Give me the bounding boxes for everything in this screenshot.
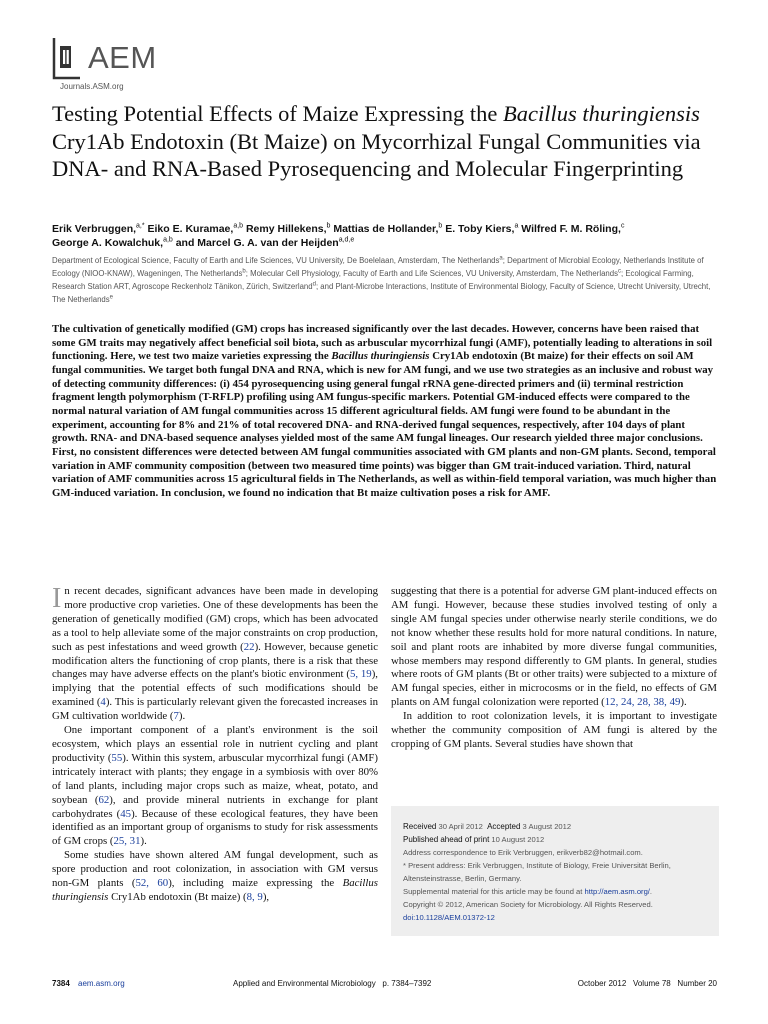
- author-list: [52, 222, 732, 250]
- paragraph: In recent decades, significant advances have been made in developing more productive crop varieties. One of these developments has been the generation of genetically modified (GM) crops, which has been advocated as a tool to help alleviate some of the major constraints on crop production, such as pest infestations and weed growth (22). However, because genetic modification alters the functioning of crop plants, there is a risk that these changes may have adverse effects on the plant's biotic environment (5, 19), implying that the potential effects of such modifications should be examined (4). This is particularly relevant given the forecasted increases in GM cultivation worldwide (7).: [52, 583, 378, 723]
- author: George A. Kowalchuk,$^{a,b}$: [52, 236, 173, 249]
- copyright: Copyright © 2012, American Society for Microbiology. All Rights Reserved.: [403, 900, 653, 909]
- citation-link[interactable]: 8, 9: [246, 890, 263, 903]
- citation-link[interactable]: 7: [173, 710, 179, 723]
- citation-link[interactable]: 5, 19: [349, 668, 372, 681]
- citation-link[interactable]: 62: [98, 793, 110, 806]
- author: and Marcel G. A. van der Heijden$^{a,d,e}$: [175, 236, 355, 249]
- citation-link[interactable]: 12, 24, 28, 38, 49: [604, 696, 681, 709]
- author: E. Toby Kiers,$^a$: [445, 222, 519, 235]
- citation-link[interactable]: 25, 31: [113, 835, 141, 848]
- journal-citation: Applied and Environmental Microbiology p. 7384–7392: [233, 979, 432, 988]
- issue-info: October 2012 Volume 78 Number 20: [577, 979, 717, 988]
- journal-logo: [52, 30, 192, 92]
- logo-name: AEM: [88, 40, 157, 75]
- logo-url: Journals.ASM.org: [60, 82, 124, 91]
- body-column-right: [391, 585, 717, 752]
- author: Eiko E. Kuramae,$^{a,b}$: [147, 222, 244, 235]
- citation-link[interactable]: 45: [120, 807, 132, 820]
- article-title: Testing Potential Effects of Maize Expressing the Bacillus thuringiensis Cry1Ab Endotoxin (Bt Maize) on Mycorrhizal Fungal Communities via DNA- and RNA-Based Pyrosequencing and Molecular Fingerprinting: [52, 101, 701, 181]
- aem-logo-icon: [52, 36, 82, 80]
- affiliations: Department of Ecological Science, Faculty of Earth and Life Sciences, VU University, De Boelelaan, Amsterdam, The Netherlands$^a$; Department of Microbial Ecology, Netherlands Institute of Ecology (NIOO-KNAW), Wageningen, The Netherlands$^b$; Molecular Cell Physiology, Faculty of Earth and Life Sciences, VU University, Amsterdam, The Netherlands$^c$; Ecological Farming, Research Station ART, Agroscope Reckenholz Tänikon, Zürich, Switzerland$^d$; and Plant-Microbe Interactions, Institute of Environmental Biology, Faculty of Science, Utrecht University, Utrecht, The Netherlands$^e$: [52, 255, 711, 304]
- correspondence: Address correspondence to Erik Verbruggen, erikverb82@hotmail.com.: [403, 848, 643, 857]
- paragraph: Some studies have shown altered AM fungal development, such as spore production and root colonization, in association with GM versus non-GM plants (52, 60), including maize expressing the Bacillus thuringiensis Cry1Ab endotoxin (Bt maize) (8, 9),: [52, 849, 378, 903]
- doi-link[interactable]: doi:10.1128/AEM.01372-12: [403, 913, 495, 922]
- paragraph: In addition to root colonization levels, it is important to investigate whether the community composition of AM fungi is altered by the cropping of GM plants. Several studies have shown that: [391, 710, 717, 750]
- citation-link[interactable]: 52, 60: [135, 877, 169, 890]
- page-number: 7384: [52, 979, 70, 988]
- citation-link[interactable]: 4: [100, 696, 106, 709]
- author: Mattias de Hollander,$^b$: [333, 222, 443, 235]
- present-address: * Present address: Erik Verbruggen, Institute of Biology, Freie Universität Berlin, Altensteinstrasse, Berlin, Germany.: [403, 861, 671, 883]
- body-column-left: [52, 585, 378, 905]
- author: Wilfred F. M. Röling,$^c$: [521, 222, 625, 235]
- drop-cap: I: [52, 583, 62, 614]
- paragraph: suggesting that there is a potential for adverse GM plant-induced effects on AM fungi. However, because these studies involved testing of only a single AM fungal species under otherwise nearly sterile conditions, we do not know whether these results hold for more natural conditions. In nature, soil and plant roots are inhabited by more diverse fungal communities, whose members may respond differently to GM plants. In general, studies where roots of GM plants (Bt or other traits) were subjected to a mixture of AM fungal species, either in microcosms or in the field, no effects of GM plants on AM fungal colonization were reported (12, 24, 28, 38, 49).: [391, 585, 717, 709]
- author: Remy Hillekens,$^b$: [245, 222, 331, 235]
- abstract: The cultivation of genetically modified (GM) crops has increased significantly over the last decades. However, concerns have been raised that some GM traits may negatively affect beneficial soil biota, such as arbuscular mycorrhizal fungi (AMF), potentially leading to alterations in soil functioning. Here, we test two maize varieties expressing the Bacillus thuringiensis Cry1Ab endotoxin (Bt maize) for their effects on soil AM fungal communities. We target both fungal DNA and RNA, which is new for AM fungi, and we use two strategies as an inclusive and robust way of detecting community differences: (i) 454 pyrosequencing using general fungal rRNA gene-directed primers and (ii) terminal restriction fragment length polymorphism (T-RFLP) profiling using AM fungus-specific markers. Potential GM-induced effects were compared to the normal natural variation of AM fungal communities across 15 different agricultural fields. AM fungi were found to be abundant in the experiment, accounting for 8% and 21% of total recovered DNA- and RNA-derived fungal sequences, respectively, after 104 days of plant growth. RNA- and DNA-based sequence analyses yielded most of the same AM fungal lineages. Our research yielded three major conclusions. First, no consistent differences were detected between AM fungal communities associated with GM plants and non-GM plants. Second, temporal variation in AMF community composition (between two measured time points) was bigger than GM trait-induced variation. Third, natural variation of AMF communities across 15 agricultural fields in The Netherlands, as well as within-field temporal variation, was much higher than GM-induced variation. In conclusion, we found no indication that Bt maize cultivation poses a risk for AMF.: [52, 323, 717, 499]
- citation-link[interactable]: 55: [111, 751, 123, 764]
- citation-link[interactable]: 22: [243, 640, 255, 653]
- doi: [403, 911, 707, 924]
- journal-site-link[interactable]: aem.asm.org: [78, 979, 125, 988]
- supplemental-note: Supplemental material for this article may be found at http://aem.asm.org/.: [403, 887, 653, 896]
- author: Erik Verbruggen,$^{a,*}$: [52, 222, 145, 235]
- published-ahead: Published ahead of print 10 August 2012: [403, 835, 545, 844]
- article-info-box: [391, 806, 719, 936]
- page-footer: [52, 977, 717, 991]
- received-accepted: Received 30 April 2012 Accepted 3 August 2012: [403, 822, 572, 831]
- supplemental-link[interactable]: http://aem.asm.org/: [584, 887, 650, 896]
- paragraph: One important component of a plant's environment is the soil ecosystem, which plays an essential role in nutrient cycling and plant productivity (55). Within this system, arbuscular mycorrhizal fungi (AMF) intricately interact with plants; they engage in a symbiosis with over 80% of land plants, including major crops such as maize, wheat, potato, and soybean (62), and provide mineral nutrients in exchange for plant carbohydrates (45). Because of these ecological features, they have been identified as an important group of organisms to study for risk assessments of GM crops (25, 31).: [52, 724, 378, 848]
